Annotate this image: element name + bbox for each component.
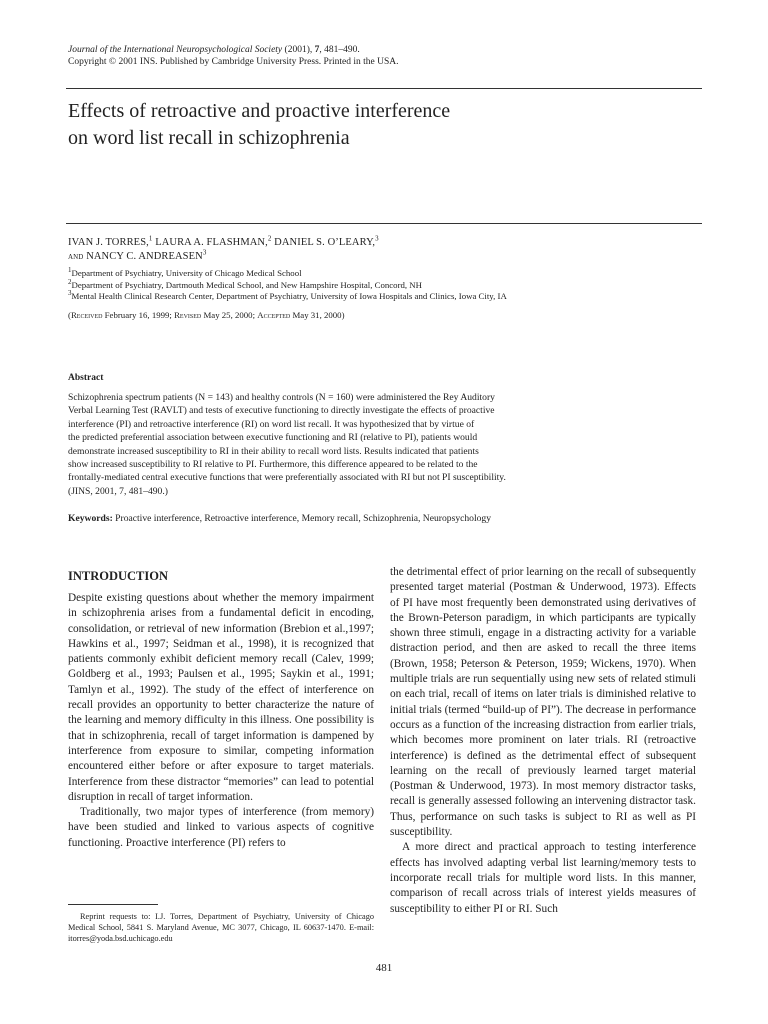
article-title: Effects of retroactive and proactive interference on word list recall in schizophrenia — [68, 100, 451, 149]
page-number: 481 — [375, 962, 393, 974]
paragraph: A more direct and practical approach to testing interference effects has involved adapting verbal list learning/memory tests to incorporate recall trials for multiple word lists. In this manner, comparison of recall across trials of interest yields measures of susceptibility to either PI or RI. Such — [390, 841, 696, 915]
affiliations — [68, 268, 507, 303]
copyright-line: Copyright © 2001 INS. Published by Cambridge University Press. Printed in the USA. — [68, 56, 399, 67]
affiliation: $^3$Mental Health Clinical Research Center, Department of Psychiatry, University of Iowa Hospitals and Clinics, Iowa City, IA — [68, 289, 507, 302]
right-column — [390, 565, 696, 917]
keywords: Keywords: Proactive interference, Retroactive interference, Memory recall, Schizophrenia, Neuropsychology — [68, 513, 492, 524]
history-dates: (Received February 16, 1999; Revised May 25, 2000; Accepted May 31, 2000) — [68, 310, 345, 320]
title-rule — [66, 223, 702, 224]
author-list: IVAN J. TORRES,$^1$ LAURA A. FLASHMAN,$^2$ DANIEL S. O’LEARY,$^3$ and NANCY C. ANDREASEN$^3$ — [68, 234, 379, 262]
paragraph: Despite existing questions about whether the memory impairment in schizophrenia arises from a fundamental deficit in encoding, consolidation, or retrieval of new information (Brebion et al.,1997; Hawkins et al., 1997; Seidman et al., 1998), it is recognized that patients commonly exhibit deficient memory recall (Calev, 1999; Goldberg et al., 1993; Paulsen et al., 1995; Saykin et al., 1991; Tamlyn et al., 1992). The study of the effect of interference on recall provides an opportunity to better characterize the nature of the learning and memory difficulty in this illness. One possibility is that in schizophrenia, recall of target information is dampened by interference from exposure to similar, competing information encountered either before or after exposure to target materials. Interference from these distractor “memories” can lead to potential disruption in recall of target information. — [68, 592, 374, 803]
reprint-footnote: Reprint requests to: I.J. Torres, Department of Psychiatry, University of Chicago Medical School, 5841 S. Maryland Avenue, MC 3077, Chicago, IL 60637-1470. E-mail: itorres@yoda.bsd.uchicago.edu — [68, 912, 374, 943]
paragraph: Traditionally, two major types of interference (from memory) have been studied and linked to various aspects of cognitive functioning. Proactive interference (PI) refers to — [68, 806, 374, 849]
section-heading-introduction: INTRODUCTION — [68, 569, 169, 583]
affiliation: $^2$Department of Psychiatry, Dartmouth Medical School, and New Hampshire Hospital, Concord, NH — [68, 277, 422, 290]
abstract-heading: Abstract — [68, 373, 104, 383]
paragraph: the detrimental effect of prior learning on the recall of subsequently presented target material (Postman & Underwood, 1973). Effects of PI have most frequently been demonstrated using derivatives of the Brown-Peterson paradigm, in which participants are typically shown three stimuli, engage in a distracting activity for a variable distraction period, and then are asked to recall the three items (Brown, 1958; Peterson & Peterson, 1959; Wickens, 1970). When multiple trials are run sequentially using new sets of related stimuli on each trial, recall of items on later trials is diminished relative to initial trials (termed “build-up of PI”). The decrease in performance occurs as a function of the increasing distraction from earlier trials, which becomes more prominent on later trials. RI (retroactive interference) is defined as the detrimental effect of subsequent learning on the recall of previously learned target material (Postman & Underwood, 1973). In most memory distractor tasks, recall is generally assessed following an intervening distractor task. Thus, performance on such tasks is subject to RI as well as PI susceptibility. — [390, 566, 696, 839]
header-rule — [66, 88, 702, 89]
journal-name: Journal of the International Neuropsychological Society — [68, 45, 283, 55]
journal-citation: Journal of the International Neuropsychological Society (2001), 7, 481–490. Copyright © 2001 INS. Published by Cambridge University Press. Printed in the USA. — [68, 45, 399, 67]
journal-volume: 7 — [314, 45, 320, 55]
left-column — [68, 565, 374, 851]
footnote-rule — [68, 904, 158, 905]
affiliation: $^1$Department of Psychiatry, University of Chicago Medical School — [68, 266, 302, 278]
abstract-text: Schizophrenia spectrum patients (N = 143) and healthy controls (N = 160) were administered the Rey Auditory Verbal Learning Test (RAVLT) and tests of executive functioning to directly investigate the effects of proactive interference (PI) and retroactive interference (RI) on word list recall. It was hypothesized that by virtue of the predicted preferential association between executive functioning and RI (relative to PI), patients would demonstrate increased susceptibility to RI in their ability to recall word lists. Results indicated that patients show increased susceptibility to RI relative to PI. Furthermore, this difference appeared to be related to the frontally-mediated central executive functions that were preferentially associated with RI but not PI susceptibility. (JINS, 2001, 7, 481–490.) — [68, 392, 506, 497]
